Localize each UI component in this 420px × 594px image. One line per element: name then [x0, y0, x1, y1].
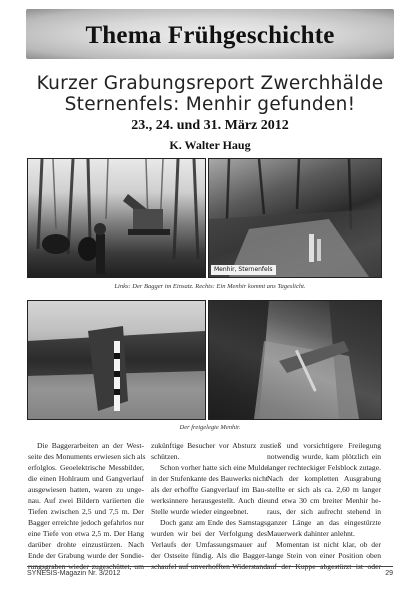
photo-menhir-trench — [208, 158, 382, 278]
text-line: Die Baggerarbeiten an der West- — [37, 441, 144, 450]
text-line: Doch ganz am Ende des Samstags — [160, 518, 267, 527]
text-line: rungsgraben wieder zugeschüttet, um — [28, 562, 144, 571]
text-line: ausgewiesen hatten, waren zu unge- — [28, 485, 144, 494]
text-line: wurden wir bei der Verfolgung des — [151, 529, 267, 538]
headline-line-2: Sternenfels: Menhir gefunden! — [64, 94, 356, 115]
text-line: Tiefen zwischen 2,5 und 7,5 m. Der — [28, 507, 144, 516]
text-line: schaufel auf unverhofften Widerstand — [151, 562, 267, 571]
text-line: Ende der Grabung wurde der Sondie- — [28, 551, 144, 560]
text-line: stellte er sich als ca. 2,60 m langer — [267, 485, 381, 494]
section-banner — [26, 9, 394, 59]
text-line: werksinnere herausgestellt. Auch die — [151, 496, 267, 505]
text-line: eine Tiefe von etwa 2,5 m. Der Hang — [28, 529, 144, 538]
text-line: zukünftige Besucher vor Absturz zu — [151, 441, 267, 450]
body-column-2 — [151, 440, 267, 572]
text-line: Schon vorher hatte sich eine Mulde — [160, 463, 268, 472]
text-line: Stelle wurde wieder eingeebnet. — [151, 507, 249, 516]
text-line: ganzer Länge an das eingestürzte — [267, 518, 381, 527]
page-number: 29 — [385, 570, 393, 577]
text-line: raus, der sich aufrecht stehend in — [267, 507, 381, 516]
text-line: der Ostseite fündig. Als die Bagger- — [151, 551, 267, 560]
article-author: K. Walter Haug — [169, 138, 251, 152]
text-line: die einen Hohlraum und Gangverlauf — [28, 474, 144, 483]
text-line: auf der Kuppe abgestürzt ist oder — [267, 562, 381, 571]
body-column-1 — [28, 440, 144, 572]
photo-menhir-side — [208, 300, 382, 420]
footer-magazine: SYNESIS-Magazin Nr. 3/2012 — [27, 570, 121, 577]
text-line: erfolglos. Geoelektrische Messbilder, — [28, 463, 144, 472]
text-line: schützen. — [151, 452, 180, 461]
article-headline — [20, 73, 400, 115]
article-dates: 23., 24. und 31. März 2012 — [131, 118, 289, 133]
text-line: in der Stufenkante des Bauwerks nicht — [151, 474, 269, 483]
photo-caption-bottom: Der freigelegte Menhir. — [179, 424, 241, 431]
photo-excavator — [27, 158, 206, 278]
text-line: notwendig wurde, kam plötzlich ein — [267, 452, 381, 461]
headline-line-1: Kurzer Grabungsreport Zwerchhälde — [36, 73, 384, 94]
text-line: Bagger erreichte jedoch gefahrlos nur — [28, 518, 144, 527]
text-line: als der erhoffte Gangverlauf im Bau- — [151, 485, 267, 494]
photo-menhir-side-image — [209, 301, 381, 419]
text-line: darüber drohte einzustürzen. Nach — [28, 540, 144, 549]
text-line: nau. Auf zwei Bildern variierten die — [28, 496, 144, 505]
text-line: Verlaufs der Umfassungsmauer auf — [151, 540, 267, 549]
photo-caption-top: Links: Der Bagger im Einsatz. Rechts: Ein Menhir kommt ans Tageslicht. — [114, 283, 306, 290]
text-line: seite des Monuments erwiesen sich als — [28, 452, 146, 461]
footer-rule — [27, 566, 393, 567]
section-title: Thema Frühgeschichte — [85, 22, 335, 49]
text-line: stieß und vorsichtigere Freilegung — [267, 441, 381, 450]
text-line: Mauerwerk dahinter anlehnt. — [267, 529, 355, 538]
photo-menhir-scale — [27, 300, 206, 420]
photo-menhir-trench-image — [209, 159, 381, 277]
body-column-3 — [267, 440, 381, 572]
text-line: langer rechteckiger Felsblock zutage. — [267, 463, 381, 472]
text-line: Nach der kompletten Ausgrabung — [267, 474, 381, 483]
photo-excavator-image — [28, 159, 205, 277]
text-line: und etwa 30 cm breiter Menhir he- — [267, 496, 381, 505]
photo-label: Menhir, Sternenfels — [211, 265, 276, 275]
text-line: Momentan ist nicht klar, ob der — [276, 540, 381, 549]
photo-menhir-scale-image — [28, 301, 205, 419]
text-line: lange Stein von einer Position oben — [267, 551, 381, 560]
